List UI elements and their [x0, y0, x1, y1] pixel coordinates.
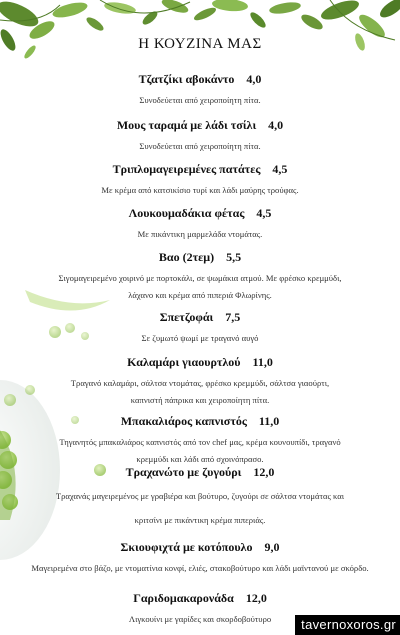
dish-name: Τραχανώτο με ζυγούρι [125, 465, 242, 479]
dish-description: καπνιστή πάπρικα και χειροποίητη πίτα. [130, 395, 270, 405]
dish-price: 7,5 [225, 310, 241, 324]
menu-item [0, 72, 400, 109]
dish-description: Συνοδεύεται από χειροποίητη πίτα. [139, 141, 261, 151]
dish-description: Συνοδεύεται από χειροποίητη πίτα. [139, 95, 261, 105]
dish-name: Μπακαλιάρος καπνιστός [120, 414, 247, 428]
dish-price: 5,5 [226, 250, 242, 264]
dish-description: Μαγειρεμένα στο βάζο, με ντοματίνια κονφί, ελιές, στακοβούτυρο και λάδι μαϊντανού με σκόρδο. [31, 563, 369, 573]
dish-price: 11,0 [258, 414, 280, 428]
dish-name: Σκιουφιχτά με κοτόπουλο [120, 540, 253, 554]
menu-item [0, 206, 400, 243]
menu-item [0, 355, 400, 409]
dish-name: Βαο (2τεμ) [158, 250, 215, 264]
dish-price: 4,0 [246, 72, 262, 86]
menu-item [0, 118, 400, 155]
dish-name: Τριπλομαγειρεμένες πατάτες [112, 162, 261, 176]
dish-name: Σπετζοφάι [159, 310, 214, 324]
dish-description: κρεμμύδι και λάδι από σχοινόπρασο. [136, 454, 264, 464]
menu-item [0, 540, 400, 577]
menu-item [0, 162, 400, 199]
menu-item [0, 310, 400, 347]
dish-description: Τραγανό καλαμάρι, σάλτσα ντομάτας, φρέσκο κρεμμύδι, σάλτσα γιαούρτι, [70, 378, 330, 388]
dish-name: Γαριδομακαρονάδα [133, 591, 234, 605]
dish-price: 11,0 [252, 355, 273, 369]
dish-description: Σιγομαγειρεμένο χοιρινό με πορτοκάλι, σε ψωμάκια ατμού. Με φρέσκο κρεμμύδι, [58, 273, 342, 283]
menu-item [0, 414, 400, 468]
dish-price: 9,0 [264, 540, 280, 554]
dish-description: Με πικάντικη μαρμελάδα ντομάτας. [137, 229, 263, 239]
dish-name: Μους ταραμά με λάδι τσίλι [116, 118, 257, 132]
dish-price: 12,0 [253, 465, 275, 479]
dish-name: Καλαμάρι γιαουρτλού [127, 355, 241, 369]
dish-description: Με κρέμα από κατσικίσιο τυρί και λάδι μαύρης τρούφας. [101, 185, 299, 195]
dish-description: Τραχανάς μαγειρεμένος με γραβιέρα και βούτυρο, ζυγούρι σε σάλτσα ντομάτας και [55, 491, 345, 501]
menu-item [0, 250, 400, 304]
dish-description: Λιγκουίνι με γαρίδες και σκορδοβούτυρο [128, 614, 272, 624]
dish-description: κριτσίνι με πικάντικη κρέμα πιπεριάς. [134, 515, 266, 525]
site-watermark: tavernoxoros.gr [295, 615, 400, 635]
menu-item [0, 465, 400, 532]
dish-price: 4,5 [272, 162, 288, 176]
dish-name: Λουκουμαδάκια φέτας [128, 206, 245, 220]
dish-price: 4,5 [256, 206, 272, 220]
dish-description: λάχανο και κρέμα από πιπεριά Φλωρίνης. [128, 290, 272, 300]
dish-name: Τζατζίκι αβοκάντο [138, 72, 235, 86]
dish-description: Σε ζυμωτό ψωμί με τραγανό αυγό [141, 333, 259, 343]
dish-price: 4,0 [268, 118, 284, 132]
dish-price: 12,0 [245, 591, 267, 605]
dish-description: Τηγανητός μπακαλιάρος καπνιστός από τον chef μας, κρέμα κουνουπίδι, τραγανό [59, 437, 341, 447]
menu-title: Η ΚΟΥΖΙΝΑ ΜΑΣ [138, 36, 262, 52]
